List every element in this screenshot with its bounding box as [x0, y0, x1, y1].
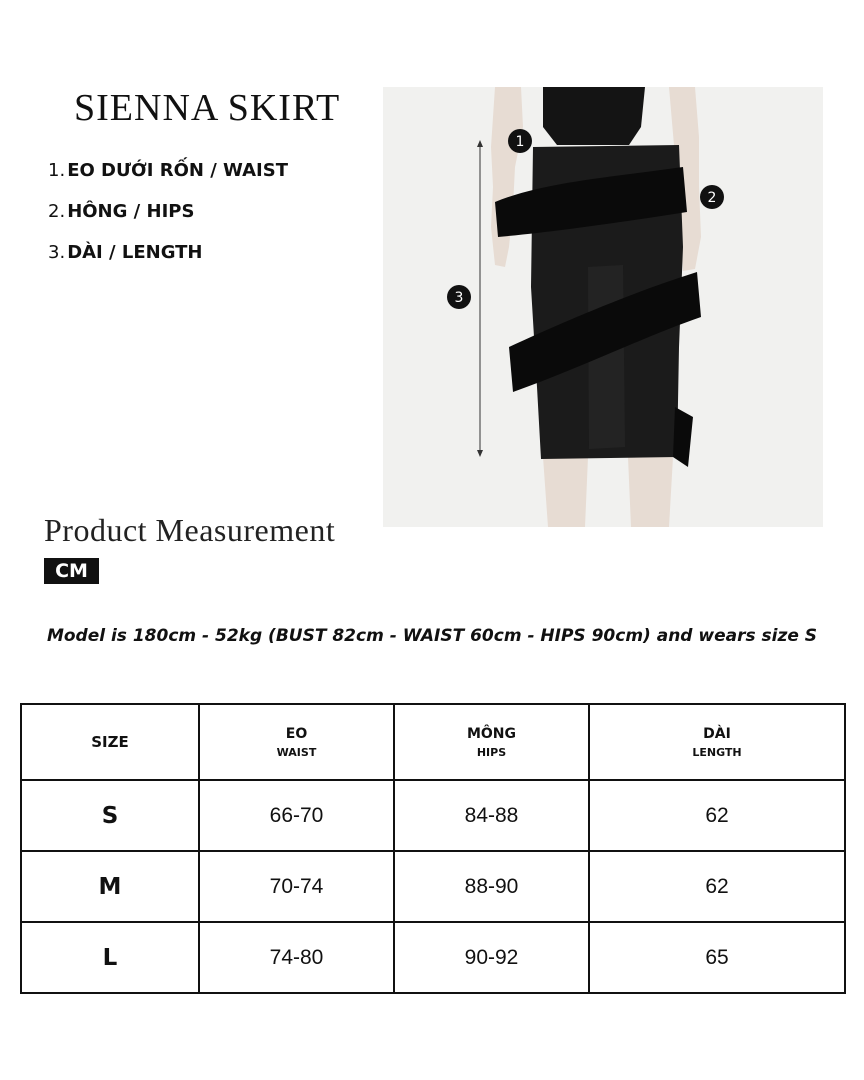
waist-cell: 70-74: [199, 851, 394, 922]
size-cell: L: [21, 922, 199, 993]
hips-cell: 88-90: [394, 851, 589, 922]
measurement-item: [48, 201, 288, 242]
unit-badge: CM: [44, 558, 99, 584]
size-table: [20, 703, 846, 994]
header-hips: [394, 704, 589, 780]
table-row: [21, 851, 845, 922]
measurement-list: [48, 160, 288, 283]
waist-cell: 74-80: [199, 922, 394, 993]
header-sub: HIPS: [476, 745, 507, 759]
table-header-row: [21, 704, 845, 780]
size-cell: M: [21, 851, 199, 922]
waist-cell: 66-70: [199, 780, 394, 851]
header-sub: WAIST: [276, 745, 317, 759]
measurement-number: 2.: [48, 201, 66, 222]
table-row: [21, 922, 845, 993]
marker-3: 3: [454, 290, 464, 306]
measurement-label: DÀI / LENGTH: [67, 242, 203, 263]
section-title: Product Measurement: [44, 512, 336, 548]
model-note: Model is 180cm - 52kg (BUST 82cm - WAIST 60cm - HIPS 90cm) and wears size S: [46, 626, 818, 646]
measurement-item: [48, 160, 288, 201]
table-row: [21, 780, 845, 851]
product-photo: [383, 87, 823, 527]
size-cell: S: [21, 780, 199, 851]
measurement-label: EO DƯỚI RỐN / WAIST: [67, 160, 288, 181]
length-cell: 62: [589, 851, 845, 922]
header-sub: LENGTH: [692, 745, 742, 759]
hips-cell: 84-88: [394, 780, 589, 851]
header-main: DÀI: [703, 725, 731, 742]
header-waist: [199, 704, 394, 780]
measurement-number: 1.: [48, 160, 66, 181]
header-length: [589, 704, 845, 780]
length-cell: 65: [589, 922, 845, 993]
header-main: MÔNG: [466, 725, 517, 742]
length-cell: 62: [589, 780, 845, 851]
marker-1: 1: [515, 134, 525, 150]
header-main: EO: [285, 725, 308, 742]
skirt-illustration: [383, 87, 823, 527]
hips-cell: 90-92: [394, 922, 589, 993]
marker-2: 2: [707, 190, 717, 206]
header-size: SIZE: [21, 704, 199, 780]
measurement-label: HÔNG / HIPS: [67, 201, 195, 222]
product-title: SIENNA SKIRT: [74, 87, 341, 129]
measurement-item: [48, 242, 288, 283]
measurement-number: 3.: [48, 242, 66, 263]
